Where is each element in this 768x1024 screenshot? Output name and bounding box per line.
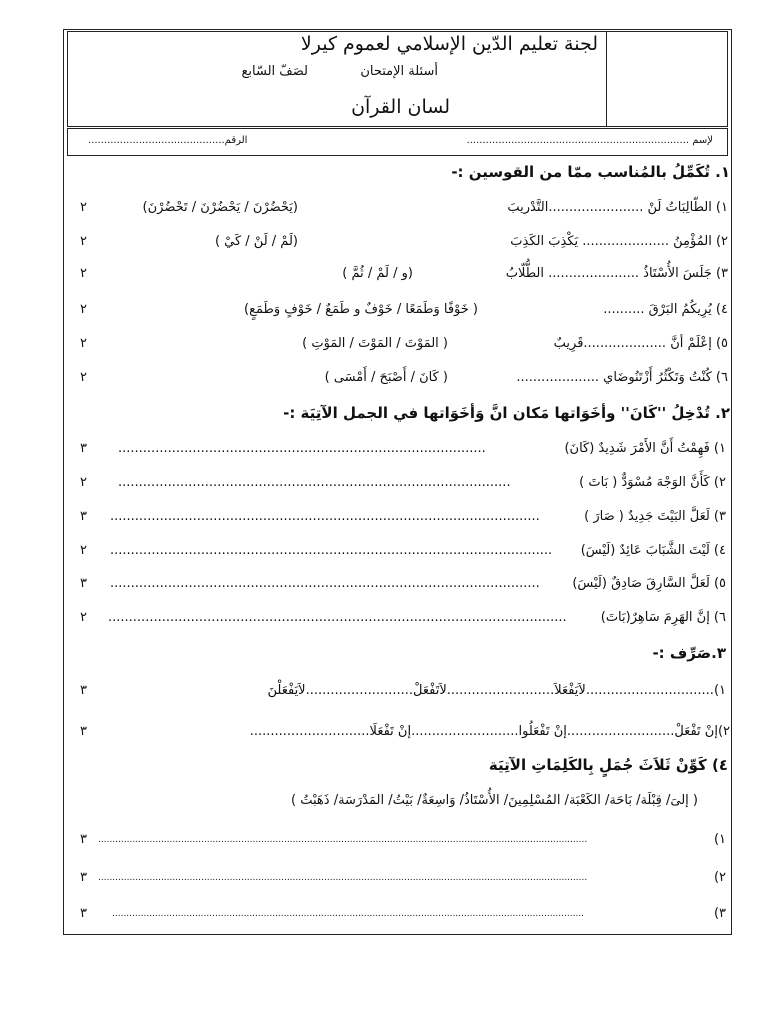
s2-q5-mark: ٣ (80, 576, 87, 591)
s4-line1-mark: ٣ (80, 832, 87, 847)
s2-q1-mark: ٣ (80, 441, 87, 456)
name-field[interactable]: لإسم ...................................................................... (466, 135, 713, 146)
s4-line3-number: ٣) (713, 906, 726, 921)
s2-q5-answer-line[interactable]: ........................................................................................................ (110, 576, 540, 591)
header-corner-box (606, 31, 728, 127)
s2-q3-answer-line[interactable]: ........................................................................................................ (110, 509, 540, 524)
s1-q5-options: ( المَوْتَ / المَوْتَ / المَوْتِ ) (302, 336, 448, 351)
s4-word-list: ( إلىَ/ قِبْلَة/ بَاحَة/ الكَعْبَة/ المُسْلِمِينَ/ الأُسْتَاذُ/ وَاسِعَةٌ/ بَيْتُ/ المَدْرَسَة/ ذَهَبْتُ ) (291, 793, 698, 808)
s1-q6-mark: ٢ (80, 370, 87, 385)
s2-q2-mark: ٢ (80, 475, 87, 490)
s1-q2-options: (لَمْ / لَنْ / كَيْ ) (214, 234, 298, 249)
section2-title: ٢. تُدْخِلُ ''كَانَ'' وأخَوَاتها مَكان انَّ وَأخَوَاتها في الجمل الآتِيَة :- (283, 404, 730, 422)
s1-q4-mark: ٢ (80, 302, 87, 317)
s2-q6: ٦) إنَّ الهَرِمَ سَاهِرٌ(بَاتَ) (600, 610, 726, 625)
s2-q4-mark: ٢ (80, 543, 87, 558)
s1-q3-mark: ٢ (80, 266, 87, 281)
s2-q2: ٢) كَأَنَّ الوَجْهَ مُسْوَدٌّ ( بَاتَ ) (579, 475, 726, 490)
s4-line1-answer[interactable]: ........................................................................................................................................................................... (98, 835, 588, 845)
subject-title: لسان القرآن (351, 96, 450, 118)
s4-line2-answer[interactable]: ........................................................................................................................................................................... (98, 873, 588, 883)
s2-q1-answer-line[interactable]: ......................................................................................... (118, 441, 486, 456)
s3-row2[interactable]: ٢)إنْ تَفْعَلْ..........................إنْ تَفْعَلُوا..........................إنْ تَفْعَلَا............................. (249, 724, 730, 739)
s4-line3-answer[interactable]: ..................................................................................................................................................................... (112, 909, 585, 919)
s2-q6-answer-line[interactable]: ............................................................................................................... (108, 610, 567, 625)
s1-q1: ١) الطّالِبَاتُ لَنْ .......................التَّدْريبَ (507, 200, 728, 215)
s4-line2-mark: ٣ (80, 870, 87, 885)
exam-label: أسئلة الإمتحان (360, 64, 438, 79)
section4-title: ٤) كَوِّنْ ثَلاَثَ جُمَلٍ بِالكَلِمَاتِ الآتِيَة (488, 756, 728, 774)
s2-q4-answer-line[interactable]: ........................................................................................................... (110, 543, 553, 558)
s2-q3: ٣) لَعَلَّ البَيْتَ جَدِيدٌ ( صَارَ ) (584, 509, 726, 524)
s1-q2-mark: ٢ (80, 234, 87, 249)
s1-q4-options: ( خَوْفًا وَطَمَعًا / خَوْفٌ و طَمَعٌ / خَوْفٍ وَطَمَعٍ) (244, 302, 478, 317)
section1-title: ١. تُكَمِّلُ بالمُناسب ممّا من القوسين :- (451, 163, 730, 181)
s4-line1-number: ١) (713, 832, 726, 847)
s1-q5: ٥) إعْلَمْ أنَّ ....................قَرِيبٌ (553, 336, 728, 351)
s3-row2-mark: ٣ (80, 724, 87, 739)
organization-title: لجنة تعليم الدّين الإسلامي لعموم كيرلا (300, 33, 598, 55)
section3-title: ٣.صَرِّف :- (652, 644, 726, 662)
s2-q5: ٥) لَعَلَّ السَّارِقَ صَادِقٌ (لَيْسَ) (572, 576, 726, 591)
s1-q3: ٣) جَلَسَ الأُسْتَاذُ ...................... الطُّلّابُ (505, 266, 728, 281)
s1-q6: ٦) كُنْتُ وَتَكْثُرُ أَزْتَنُوضَاي .................... (516, 370, 728, 385)
s1-q1-options: (يَحْضُرْنَ / يَحْضُرْنَ / تَحْضُرْنَ) (142, 200, 298, 215)
s1-q1-mark: ٢ (80, 200, 87, 215)
s2-q2-answer-line[interactable]: ............................................................................................... (118, 475, 511, 490)
s3-row1[interactable]: ١)...............................لاَيَفْعَلاَ..........................لاَتَفْعَلْ..........................لاَيَفْعَلْنَ (267, 683, 726, 698)
s4-line2-number: ٢) (713, 870, 726, 885)
s2-q1: ١) فَهِمْتُ أَنَّ الأَمْرَ شَدِيدٌ (كَانَ) (564, 441, 726, 456)
s1-q5-mark: ٢ (80, 336, 87, 351)
s2-q3-mark: ٣ (80, 509, 87, 524)
s2-q6-mark: ٢ (80, 610, 87, 625)
s1-q2: ٢) المُؤْمِنُ ..................... يَكْذِبَ الكَذِبَ (510, 234, 728, 249)
s4-line3-mark: ٣ (80, 906, 87, 921)
s1-q6-options: ( كَانَ / أَصْبَحَ / أَمْسَى ) (324, 370, 448, 385)
s1-q4: ٤) يُرِيكُمُ البَرْقَ .......... (603, 302, 728, 317)
s3-row1-mark: ٣ (80, 683, 87, 698)
s1-q3-options: (و / لَمْ / ثُمَّ ) (342, 266, 413, 281)
s2-q4: ٤) لَيْتَ الشَّبَابَ عَائِدٌ (لَيْسَ) (580, 543, 726, 558)
number-field[interactable]: الرقم........................................... (88, 135, 248, 146)
grade-label: لصَفّ السّابع (241, 64, 308, 79)
